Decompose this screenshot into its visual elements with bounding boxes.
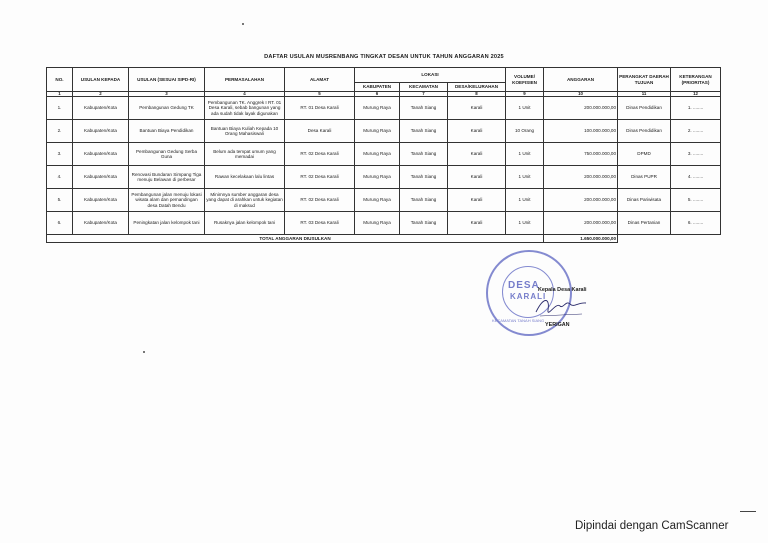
cell-usulan-kepada: Kabupaten/Kota	[73, 143, 129, 166]
total-row	[47, 235, 721, 243]
cell-anggaran: 200.000.000,00	[544, 97, 618, 120]
cell-anggaran: 200.000.000,00	[544, 212, 618, 235]
stamp-line-1: DESA	[508, 280, 540, 291]
handwritten-signature	[530, 292, 590, 324]
scan-speck	[143, 351, 145, 353]
cell-kabupaten: Murung Raya	[355, 212, 400, 235]
cell-volume: 1 Unit	[506, 166, 544, 189]
cell-perangkat: Dinas Pariwisata	[618, 189, 671, 212]
column-number: 3	[129, 92, 205, 97]
cell-anggaran: 100.000.000,00	[544, 120, 618, 143]
cell-no: 6.	[47, 212, 73, 235]
cell-usulan: Pembangunan Gedung TK	[129, 97, 205, 120]
cell-keterangan: 6. ........	[671, 212, 721, 235]
header-kabupaten: KABUPATEN	[355, 83, 400, 92]
column-number: 1	[47, 92, 73, 97]
cell-desa: Karali	[448, 212, 506, 235]
cell-usulan: Renovasi Bundaran Simpang Tiga menuju Belawan di perbesar	[129, 166, 205, 189]
column-number: 6	[355, 92, 400, 97]
column-number: 2	[73, 92, 129, 97]
cell-usulan: Pembangunan Gedung Serba Guna	[129, 143, 205, 166]
cell-permasalahan: Belum ada tempat umum yang memadai	[205, 143, 285, 166]
column-number: 5	[285, 92, 355, 97]
table-row	[47, 212, 721, 235]
cell-usulan-kepada: Kabupaten/Kota	[73, 212, 129, 235]
empty-cell	[671, 235, 721, 243]
cell-permasalahan: Bantuan Biaya Kuliah Kepada 10 Orang Mahasiswa/i	[205, 120, 285, 143]
header-lokasi: LOKASI	[355, 68, 506, 83]
cell-perangkat: Dinas Pertanian	[618, 212, 671, 235]
header-perangkat: PERANGKAT DAERAH TUJUAN	[618, 68, 671, 92]
cell-perangkat: DPMD	[618, 143, 671, 166]
cell-kabupaten: Murung Raya	[355, 143, 400, 166]
column-number: 10	[544, 92, 618, 97]
header-desa: DESA/KELURAHAN	[448, 83, 506, 92]
cell-keterangan: 3. ........	[671, 143, 721, 166]
cell-permasalahan: Rawan kecelakaan lalu lintas	[205, 166, 285, 189]
table-row	[47, 143, 721, 166]
cell-perangkat: Dinas PUPR	[618, 166, 671, 189]
column-number: 8	[448, 92, 506, 97]
table-row	[47, 189, 721, 212]
document-title: DAFTAR USULAN MUSRENBANG TINGKAT DESAN UNTUK TAHUN ANGGARAN 2025	[264, 54, 504, 60]
cell-alamat: RT. 02 Desa Karali	[285, 166, 355, 189]
cell-no: 3.	[47, 143, 73, 166]
total-value: 1.650.000.000,00	[544, 235, 618, 243]
header-row	[47, 68, 721, 83]
camscanner-watermark: Dipindai dengan CamScanner	[575, 520, 729, 532]
cell-no: 1.	[47, 97, 73, 120]
cell-alamat: Desa Karali	[285, 120, 355, 143]
cell-no: 4.	[47, 166, 73, 189]
cell-kabupaten: Murung Raya	[355, 166, 400, 189]
cell-perangkat: Dinas Pendidikan	[618, 97, 671, 120]
cell-no: 2.	[47, 120, 73, 143]
header-alamat: ALAMAT	[285, 68, 355, 92]
header-no: NO.	[47, 68, 73, 92]
cell-volume: 1 Unit	[506, 97, 544, 120]
cell-keterangan: 1. ........	[671, 97, 721, 120]
cell-volume: 10 Orang	[506, 120, 544, 143]
header-permasalahan: PERMASALAHAN	[205, 68, 285, 92]
cell-no: 5.	[47, 189, 73, 212]
cell-keterangan: 5. ........	[671, 189, 721, 212]
signatory-title: Kepala Desa Karali	[538, 287, 587, 293]
cell-anggaran: 200.000.000,00	[544, 166, 618, 189]
proposal-table	[46, 67, 721, 243]
signatory-name: YERIGAN	[545, 322, 570, 328]
cell-anggaran: 750.000.000,00	[544, 143, 618, 166]
header-usulan-kepada: USULAN KEPADA	[73, 68, 129, 92]
page-edge-mark	[740, 511, 756, 512]
cell-perangkat: Dinas Pendidikan	[618, 120, 671, 143]
header-anggaran: ANGGARAN	[544, 68, 618, 92]
cell-permasalahan: Minimnya sumber anggaran desa yang dapat di arahkan untuk kegiatan di maksud	[205, 189, 285, 212]
column-number: 4	[205, 92, 285, 97]
header-volume: VOLUME/ KOEFISIEN	[506, 68, 544, 92]
cell-volume: 1 Unit	[506, 212, 544, 235]
cell-desa: Karali	[448, 97, 506, 120]
cell-kecamatan: Tanah Siang	[400, 97, 448, 120]
cell-usulan-kepada: Kabupaten/Kota	[73, 166, 129, 189]
scan-speck	[242, 23, 244, 25]
cell-volume: 1 Unit	[506, 143, 544, 166]
cell-usulan: Peningkatan jalan kelompok tani	[129, 212, 205, 235]
cell-alamat: RT. 02 Desa Karali	[285, 143, 355, 166]
header-keterangan: KETERANGAN (PRIORITAS)	[671, 68, 721, 92]
cell-alamat: RT. 03 Desa Karali	[285, 212, 355, 235]
cell-keterangan: 4. ........	[671, 166, 721, 189]
cell-desa: Karali	[448, 120, 506, 143]
cell-kecamatan: Tanah Siang	[400, 166, 448, 189]
cell-alamat: RT. 01 Desa Karali	[285, 97, 355, 120]
cell-kecamatan: Tanah Siang	[400, 212, 448, 235]
cell-anggaran: 200.000.000,00	[544, 189, 618, 212]
cell-desa: Karali	[448, 143, 506, 166]
table-row	[47, 120, 721, 143]
cell-usulan-kepada: Kabupaten/Kota	[73, 97, 129, 120]
column-number: 9	[506, 92, 544, 97]
column-number: 11	[618, 92, 671, 97]
table-row	[47, 97, 721, 120]
cell-usulan-kepada: Kabupaten/Kota	[73, 120, 129, 143]
header-kecamatan: KECAMATAN	[400, 83, 448, 92]
cell-permasalahan: Rusaknya jalan kelompok tani	[205, 212, 285, 235]
empty-cell	[618, 235, 671, 243]
cell-kecamatan: Tanah Siang	[400, 143, 448, 166]
cell-permasalahan: Pembangunan TK. Anggrek I RT. 01 Desa Karali, sebab bangunan yang ada sudah tidak layak digunakan	[205, 97, 285, 120]
total-label: TOTAL ANGGARAN DIUSULKAN	[47, 235, 544, 243]
stamp-line-2: KARALI	[510, 292, 547, 301]
header-usulan: USULAN (SESUAI SIPD-RI)	[129, 68, 205, 92]
cell-usulan-kepada: Kabupaten/Kota	[73, 189, 129, 212]
cell-usulan: Bantuan Biaya Pendidikan	[129, 120, 205, 143]
stamp-ring-text: KECAMATAN TANAH SIANG	[492, 318, 545, 323]
cell-alamat: RT. 02 Desa Karali	[285, 189, 355, 212]
cell-volume: 1 Unit	[506, 189, 544, 212]
table-row	[47, 166, 721, 189]
column-number: 7	[400, 92, 448, 97]
cell-desa: Karali	[448, 166, 506, 189]
cell-kabupaten: Murung Raya	[355, 189, 400, 212]
cell-keterangan: 2. ........	[671, 120, 721, 143]
cell-kabupaten: Murung Raya	[355, 120, 400, 143]
cell-kecamatan: Tanah Siang	[400, 189, 448, 212]
column-number: 12	[671, 92, 721, 97]
cell-kecamatan: Tanah Siang	[400, 120, 448, 143]
cell-kabupaten: Murung Raya	[355, 97, 400, 120]
cell-usulan: Pembangunan jalan menuju lokasi wisata alam dan pemandingan desa Datah Bendu	[129, 189, 205, 212]
cell-desa: Karali	[448, 189, 506, 212]
